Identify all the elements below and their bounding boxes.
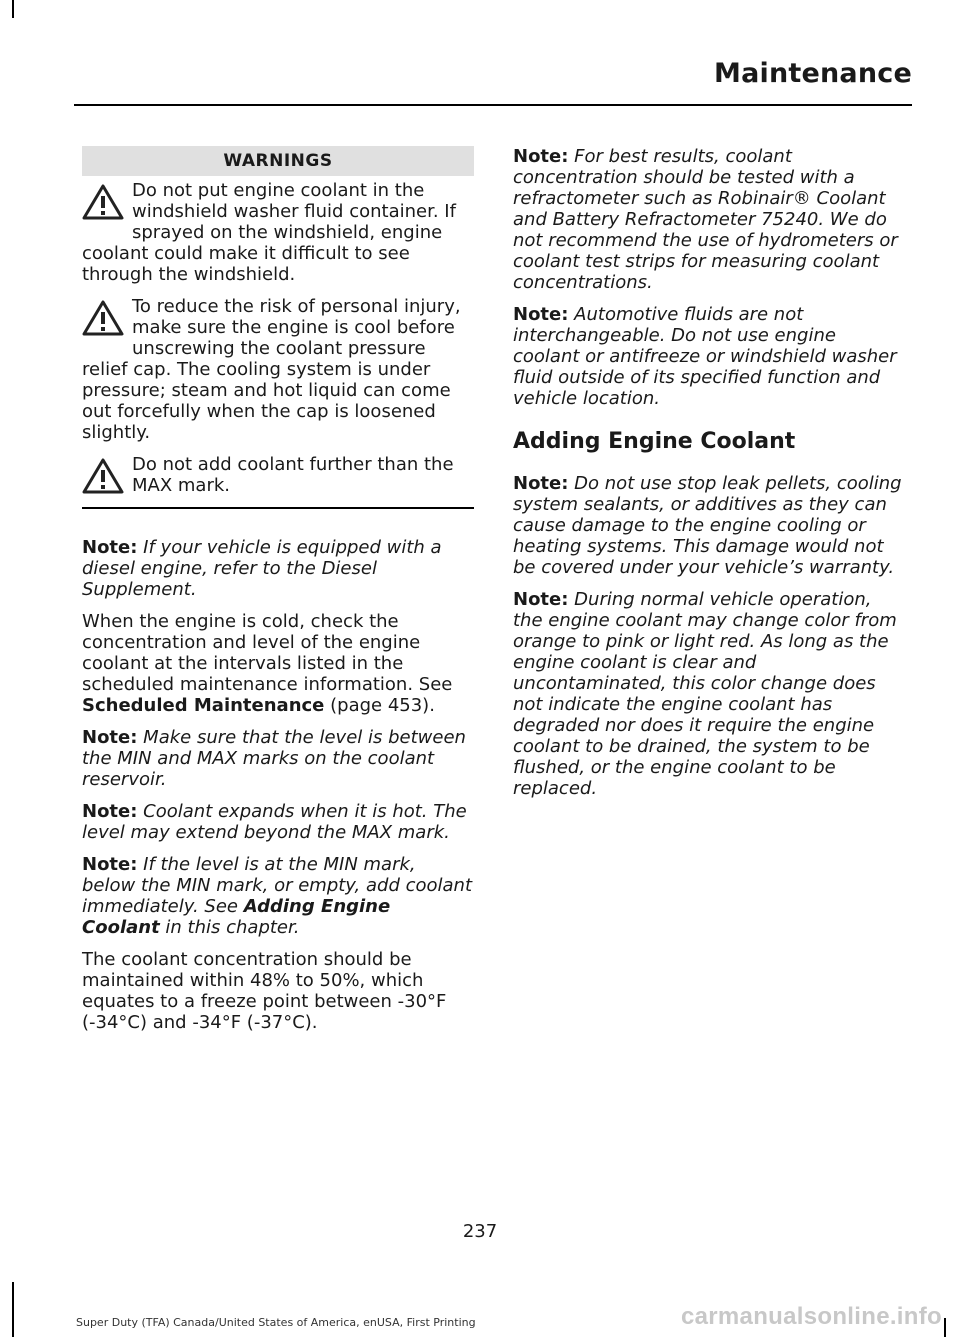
note-label: Note:: [513, 304, 569, 325]
page-reference: (page 453).: [324, 695, 435, 716]
note-text: Automotive fluids are not interchangeable. Do not use engine coolant or antifreeze or windshield washer fluid outside of its specified function and vehicle location.: [513, 304, 897, 409]
warning-text: Do not put engine coolant in the windshield washer fluid container. If sprayed on the windshield, engine coolant could make it difficult to see through the windshield.: [82, 180, 456, 285]
note-paragraph: [513, 146, 905, 293]
warnings-heading: WARNINGS: [82, 146, 474, 176]
note-label: Note:: [82, 801, 138, 822]
note-paragraph: [513, 473, 905, 578]
note-text: Make sure that the level is between the MIN and MAX marks on the coolant reservoir.: [82, 727, 466, 790]
warning-text: Do not add coolant further than the MAX mark.: [132, 454, 454, 496]
left-column: [82, 146, 474, 1044]
note-paragraph: [513, 304, 905, 409]
note-paragraph: [82, 854, 474, 938]
body-paragraph: The coolant concentration should be maintained within 48% to 50%, which equates to a freeze point between -30°F (-34°C) and -34°F (-37°C).: [82, 949, 447, 1033]
footer-text: Super Duty (TFA) Canada/United States of America, enUSA, First Printing: [76, 1316, 476, 1329]
warning-triangle-icon: [82, 458, 128, 498]
crop-mark-top-left: [12, 0, 14, 18]
note-label: Note:: [513, 589, 569, 610]
note-paragraph: [82, 537, 474, 600]
page-number: 237: [462, 1221, 498, 1242]
body-text: When the engine is cold, check the concentration and level of the engine coolant at the intervals listed in the scheduled maintenance information. See: [82, 611, 453, 695]
note-text-tail: in this chapter.: [159, 917, 300, 938]
note-label: Note:: [82, 727, 138, 748]
body-paragraph: [82, 611, 474, 716]
note-text: Coolant expands when it is hot. The level may extend beyond the MAX mark.: [82, 801, 467, 843]
crop-mark-bottom-right: [944, 1318, 946, 1337]
warning-triangle-icon: [82, 184, 128, 224]
warning-item: [82, 454, 474, 496]
header-divider: [74, 104, 912, 106]
scheduled-maintenance-link[interactable]: Scheduled Maintenance: [82, 695, 325, 716]
warning-item: [82, 296, 474, 443]
warning-text: To reduce the risk of personal injury, make sure the engine is cool before unscrewing the coolant pressure relief cap. The cooling system is under pressure; steam and hot liquid can come out forcefully when the cap is loosened slightly.: [82, 296, 461, 443]
note-label: Note:: [82, 854, 138, 875]
crop-mark-bottom-left: [12, 1282, 14, 1337]
warning-triangle-icon: [82, 300, 128, 340]
note-text: During normal vehicle operation, the engine coolant may change color from orange to pink or light red. As long as the engine coolant is clear and uncontaminated, this color change does not indicate the engine coolant has degraded nor does it require the engine coolant to be drained, the system to be flushed, or the engine coolant to be replaced.: [513, 589, 897, 799]
note-text: If the level is at the MIN mark, below the MIN mark, or empty, add coolant immediately. See: [82, 854, 473, 917]
note-paragraph: [513, 589, 905, 799]
note-paragraph: [82, 801, 474, 843]
warnings-divider: [82, 507, 474, 509]
section-heading: Adding Engine Coolant: [513, 429, 796, 454]
right-column: [513, 146, 905, 810]
note-paragraph: [82, 727, 474, 790]
note-label: Note:: [513, 473, 569, 494]
note-text: If your vehicle is equipped with a diesel engine, refer to the Diesel Supplement.: [82, 537, 442, 600]
note-label: Note:: [513, 146, 569, 167]
page-title: Maintenance: [714, 58, 912, 89]
note-text: Do not use stop leak pellets, cooling system sealants, or additives as they can cause damage to the engine cooling or heating systems. This damage would not be covered under your vehicle’s warranty.: [513, 473, 902, 578]
warning-item: [82, 180, 474, 285]
note-text: For best results, coolant concentration should be tested with a refractometer such as Robinair® Coolant and Battery Refractometer 75240. We do not recommend the use of hydrometers or coolant test strips for measuring coolant concentrations.: [513, 146, 898, 293]
note-label: Note:: [82, 537, 138, 558]
watermark[interactable]: carmanualsonline.info: [680, 1303, 942, 1330]
adding-engine-coolant-link[interactable]: Adding Engine Coolant: [82, 896, 391, 938]
